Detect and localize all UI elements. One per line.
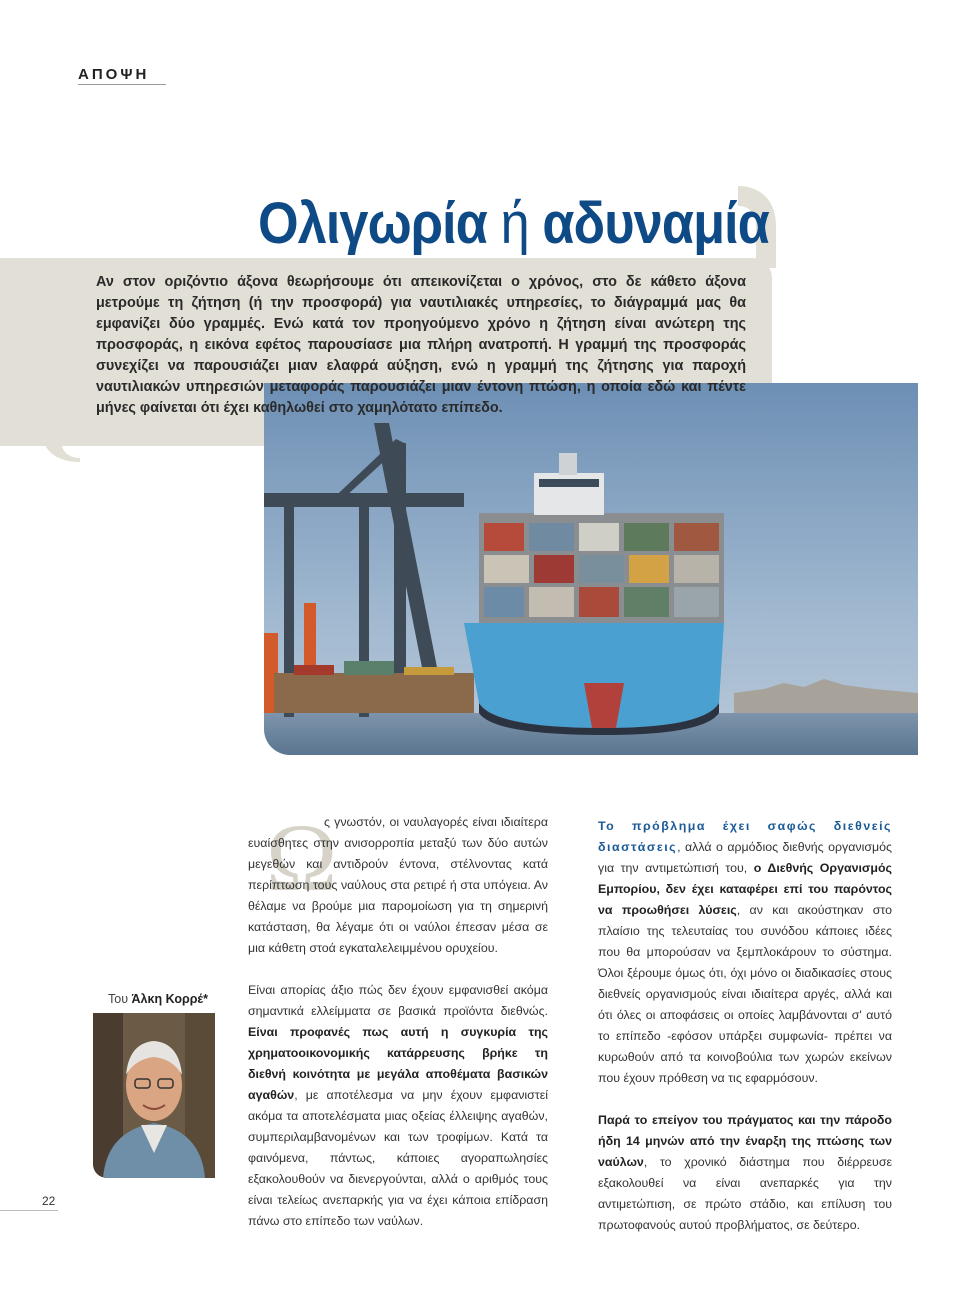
col2-p1-text-b: , αλλά ο αρμόδιος διεθνής οργανισμός για την αντιμετώπισή του,	[598, 840, 892, 875]
lead-paragraph: Αν στον οριζόντιο άξονα θεωρήσουμε ότι απεικονίζεται ο χρόνος, στο δε κάθετο άξονα μετρούμε τη ζήτηση (ή την προσφορά) για ναυτιλιακές υπηρεσίες, το διάγραμμά μας θα εμφανίζει δύο γραμμές. Ενώ κατά τον προηγούμενο χρόνο η ζήτηση είναι ανώτερη της προσφοράς, η εικόνα εφέτος παρουσίασε μια πλήρη ανατροπή. Η γραμμή της προσφοράς συνεχίζει να παρουσιάζει μιαν ελαφρά αύξηση, ενώ η γραμμή της ζήτησης για παροχή ναυτιλιακών υπηρεσιών μεταφοράς παρουσιάζει μιαν έντονη πτώση, η οποία εδώ και πέντε μήνες φαίνεται ότι έχει καθηλωθεί στο χαμηλότατο επίπεδο.	[96, 274, 746, 416]
byline-prefix: Του	[108, 992, 132, 1006]
col1-p2-bold: Είναι προφανές πως αυτή η συγκυρία της χρηματοοικονομικής κατάρρευσης βρήκε τη διεθνή κοινότητα με μεγάλα αποθέματα βασικών αγαθών	[248, 1025, 548, 1102]
col2-p1-text-d: , αν και ακούστηκαν στο πλαίσιο της τελευταίας του συνόδου κάποιες ιδέες που θα μπορούσαν να ξεμπλοκάρουν το σύστημα. Όλοι ξέρουμε όμως ότι, όχι μόνο οι διαδικασίες στους διεθνείς οργανισμούς είναι ιδιαίτερα αργές, αλλά και ότι όλες οι αποφάσεις οι οποίες λαμβάνονται σ' αυτό το επίπεδο -εφόσον υπάρξει συμφωνία- πρέπει να κυρωθούν από τα κοινοβούλια των χωρών εκείνων που έχουν πρόθεση να τις εφαρμόσουν.	[598, 903, 892, 1085]
col2-p1-bold: ο Διεθνής Οργανισμός Εμπορίου, δεν έχει καταφέρει επί του παρόντος να προωθήσει λύσεις	[598, 861, 892, 917]
col2-p2-text-b: , το χρονικό διάστημα που διέρρευσε εξακολουθεί να είναι ανεπαρκές για την αντιμετώπιση, σε πρώτο στάδιο, και επίλυση του πρωτοφανούς αυτού προβλήματος, σε δεύτερο.	[598, 1155, 892, 1232]
column-1	[248, 804, 548, 1253]
col2-paragraph-2	[598, 1110, 892, 1236]
drop-cap: Ω	[266, 804, 338, 911]
col1-p2-text-c: , με αποτέλεσμα να μην έχουν εμφανιστεί ακόμα τα αποτελέσματα μιας οξείας έλλειψης αγαθών, συμπεριλαμβανομένων και των τροφίμων. Κατά τα φαινόμενα, πάντως, κάποιες αγοραπωλησίες εξακολουθούν να διενεργούνται, αλλά ο αριθμός τους είναι τελείως ανεπαρκής για να έχει κάποια επίδραση πάνω στο επίπεδο των ναύλων.	[248, 1088, 548, 1228]
page-number: 22	[42, 1194, 56, 1208]
title-part-2: αδυναμία	[542, 191, 769, 256]
col1-p2-text-a: Είναι απορίας άξιο πώς δεν έχουν εμφανισθεί ακόμα σημαντικά ελλείμματα σε βασικά προϊόντα διεθνώς.	[248, 983, 548, 1018]
article-title	[258, 190, 769, 257]
col2-p2-bold: Παρά το επείγον του πράγματος και την πάροδο ήδη 14 μηνών από την έναρξη της πτώσης των ναύλων	[598, 1113, 892, 1169]
col2-paragraph-1	[598, 816, 892, 1089]
col1-paragraph-1	[248, 804, 548, 959]
col2-subheading: Το πρόβλημα έχει σαφώς διεθνείς διαστάσεις	[598, 819, 892, 854]
section-rule	[78, 84, 166, 85]
page-rule	[0, 1210, 58, 1211]
author-portrait	[93, 1013, 215, 1178]
author-name: Άλκη Κορρέ*	[131, 992, 208, 1006]
col1-p1-text: ς γνωστόν, οι ναυλαγορές είναι ιδιαίτερα ευαίσθητες στην ανισορροπία μεταξύ των δύο αυτών μεγεθών και αντιδρούν έντονα, στέλνοντας κατά περίπτωση τους ναύλους στα ρετιρέ ή στα υπόγεια. Αν θέλαμε να βρούμε μια παρομοίωση για τη σημερινή κατάσταση, θα λέγαμε ότι οι ναύλοι έπεσαν μέσα σε μια κάθετη στοά εγκαταλελειμμένου ορυχείου.	[248, 815, 548, 955]
title-part-1: Ολιγωρία	[258, 191, 487, 256]
title-conjunction: ή	[500, 191, 529, 256]
author-byline	[108, 992, 208, 1006]
container-ship-photo	[264, 383, 918, 755]
column-2	[598, 816, 892, 1257]
section-label: ΑΠΟΨΗ	[78, 66, 150, 83]
col1-paragraph-2	[248, 980, 548, 1232]
